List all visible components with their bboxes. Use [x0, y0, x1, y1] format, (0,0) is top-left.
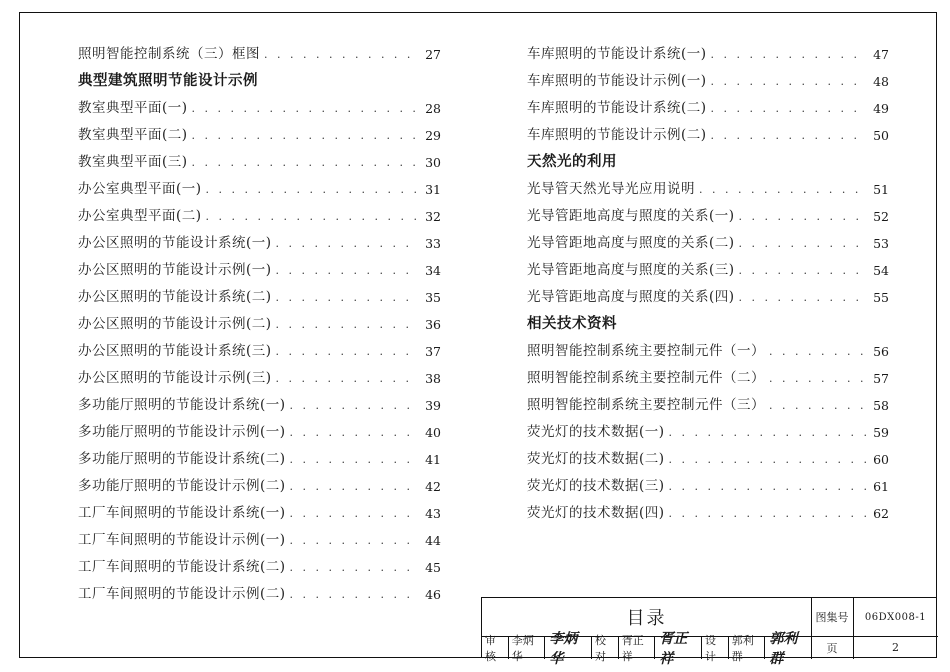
toc-page-number: 61	[873, 479, 889, 494]
toc-page-number: 31	[425, 182, 441, 197]
toc-entry-title: 工厂车间照明的节能设计系统(二)	[78, 559, 286, 575]
leader-dots	[272, 284, 419, 311]
leader-dots	[765, 392, 867, 419]
toc-page-number: 52	[873, 209, 889, 224]
toc-page-number: 42	[425, 479, 441, 494]
review-label: 审核	[482, 636, 509, 659]
toc-page-number: 59	[873, 425, 889, 440]
leader-dots	[286, 473, 419, 500]
atlas-number: 06DX008-1	[853, 598, 938, 637]
toc-entry-title: 光导管距地高度与照度的关系(三)	[527, 262, 735, 278]
toc-page-number: 43	[425, 506, 441, 521]
leader-dots	[735, 257, 867, 284]
toc-page-number: 57	[873, 371, 889, 386]
toc-page-number: 32	[425, 209, 441, 224]
toc-left-column	[78, 41, 441, 608]
leader-dots	[286, 527, 419, 554]
toc-entry	[78, 527, 441, 554]
toc-entry	[527, 338, 889, 365]
toc-entry	[527, 68, 889, 95]
signature-row	[482, 630, 812, 667]
leader-dots	[188, 149, 419, 176]
toc-entry-title: 天然光的利用	[527, 154, 617, 170]
toc-page-number: 46	[425, 587, 441, 602]
leader-dots	[272, 365, 419, 392]
toc-entry	[78, 149, 441, 176]
toc-page-number: 45	[425, 560, 441, 575]
toc-entry	[78, 311, 441, 338]
leader-dots	[707, 122, 867, 149]
toc-entry	[78, 581, 441, 608]
toc-entry-title: 车库照明的节能设计示例(一)	[527, 73, 707, 89]
toc-entry	[78, 257, 441, 284]
leader-dots	[665, 500, 867, 527]
toc-entry-title: 办公区照明的节能设计示例(三)	[78, 370, 272, 386]
toc-entry-title: 办公室典型平面(一)	[78, 181, 202, 197]
toc-section-heading	[527, 311, 889, 338]
toc-entry-title: 照明智能控制系统主要控制元件（一）	[527, 343, 765, 359]
toc-entry	[527, 500, 889, 527]
toc-entry-title: 办公室典型平面(二)	[78, 208, 202, 224]
toc-entry	[527, 392, 889, 419]
leader-dots	[735, 284, 867, 311]
toc-page-number: 50	[873, 128, 889, 143]
page-number: 2	[892, 641, 899, 654]
toc-entry-title: 教室典型平面(二)	[78, 127, 188, 143]
review-signature: 李炳华	[545, 636, 592, 659]
toc-entry-title: 光导管天然光导光应用说明	[527, 181, 695, 197]
toc-entry	[527, 230, 889, 257]
toc-entry	[78, 500, 441, 527]
toc-page-number: 29	[425, 128, 441, 143]
toc-entry-title: 车库照明的节能设计系统(一)	[527, 46, 707, 62]
toc-page-number: 36	[425, 317, 441, 332]
toc-entry	[527, 419, 889, 446]
leader-dots	[272, 257, 419, 284]
toc-entry	[78, 419, 441, 446]
leader-dots	[188, 95, 419, 122]
toc-entry	[78, 95, 441, 122]
toc-entry-title: 办公区照明的节能设计系统(三)	[78, 343, 272, 359]
toc-page-number: 28	[425, 101, 441, 116]
toc-entry-title: 车库照明的节能设计示例(二)	[527, 127, 707, 143]
toc-entry-title: 荧光灯的技术数据(一)	[527, 424, 665, 440]
leader-dots	[665, 419, 867, 446]
toc-entry	[527, 176, 889, 203]
leader-dots	[272, 311, 419, 338]
toc-entry-title: 多功能厅照明的节能设计系统(二)	[78, 451, 286, 467]
toc-entry-title: 光导管距地高度与照度的关系(四)	[527, 289, 735, 305]
toc-entry-title: 光导管距地高度与照度的关系(二)	[527, 235, 735, 251]
toc-section-heading	[78, 68, 441, 95]
toc-entry	[78, 446, 441, 473]
leader-dots	[286, 500, 419, 527]
toc-entry-title: 车库照明的节能设计系统(二)	[527, 100, 707, 116]
toc-page-number: 35	[425, 290, 441, 305]
toc-entry-title: 办公区照明的节能设计系统(二)	[78, 289, 272, 305]
leader-dots	[707, 95, 867, 122]
toc-page-number: 38	[425, 371, 441, 386]
toc-page-number: 56	[873, 344, 889, 359]
toc-page-number: 60	[873, 452, 889, 467]
toc-entry-title: 相关技术资料	[527, 316, 617, 332]
leader-dots	[260, 41, 419, 68]
toc-entry	[78, 230, 441, 257]
review-name: 李炳华	[509, 636, 546, 659]
toc-entry-title: 多功能厅照明的节能设计示例(一)	[78, 424, 286, 440]
check-name: 胥正祥	[619, 636, 656, 659]
leader-dots	[707, 68, 867, 95]
toc-entry	[527, 473, 889, 500]
toc-entry	[527, 284, 889, 311]
leader-dots	[665, 473, 867, 500]
toc-entry	[78, 338, 441, 365]
toc-entry	[527, 446, 889, 473]
leader-dots	[286, 392, 419, 419]
leader-dots	[695, 176, 867, 203]
toc-entry	[527, 257, 889, 284]
leader-dots	[707, 41, 867, 68]
toc-entry	[527, 365, 889, 392]
toc-entry-title: 典型建筑照明节能设计示例	[78, 73, 258, 89]
toc-entry-title: 多功能厅照明的节能设计示例(二)	[78, 478, 286, 494]
toc-entry	[78, 392, 441, 419]
leader-dots	[286, 554, 419, 581]
toc-entry-title: 办公区照明的节能设计示例(一)	[78, 262, 272, 278]
toc-entry	[78, 41, 441, 68]
toc-entry	[78, 365, 441, 392]
toc-entry-title: 工厂车间照明的节能设计示例(一)	[78, 532, 286, 548]
toc-section-heading	[527, 149, 889, 176]
toc-page-number: 27	[425, 47, 441, 62]
toc-page-number: 53	[873, 236, 889, 251]
page-label: 页	[811, 636, 854, 659]
check-label: 校对	[592, 636, 619, 659]
toc-entry	[78, 122, 441, 149]
leader-dots	[735, 203, 867, 230]
check-signature: 胥正祥	[655, 636, 702, 659]
toc-page-number: 47	[873, 47, 889, 62]
toc-page-number: 62	[873, 506, 889, 521]
leader-dots	[286, 419, 419, 446]
toc-entry	[78, 176, 441, 203]
sheet-title: 目录	[482, 598, 812, 637]
toc-entry-title: 教室典型平面(三)	[78, 154, 188, 170]
toc-page-number: 51	[873, 182, 889, 197]
atlas-number-label: 图集号	[811, 598, 854, 637]
leader-dots	[272, 338, 419, 365]
toc-entry	[527, 41, 889, 68]
leader-dots	[765, 365, 867, 392]
toc-entry-title: 办公区照明的节能设计系统(一)	[78, 235, 272, 251]
toc-page-number: 58	[873, 398, 889, 413]
toc-page-number: 48	[873, 74, 889, 89]
toc-page-number: 34	[425, 263, 441, 278]
toc-entry-title: 荧光灯的技术数据(四)	[527, 505, 665, 521]
title-block	[481, 597, 937, 667]
toc-entry-title: 光导管距地高度与照度的关系(一)	[527, 208, 735, 224]
toc-entry-title: 照明智能控制系统（三）框图	[78, 46, 260, 62]
design-signature: 郭利群	[769, 630, 798, 667]
toc-page-number: 39	[425, 398, 441, 413]
leader-dots	[202, 176, 419, 203]
leader-dots	[765, 338, 867, 365]
toc-entry	[527, 95, 889, 122]
toc-page-number: 40	[425, 425, 441, 440]
toc-entry-title: 办公区照明的节能设计示例(二)	[78, 316, 272, 332]
toc-entry-title: 教室典型平面(一)	[78, 100, 188, 116]
toc-entry	[78, 473, 441, 500]
leader-dots	[272, 230, 419, 257]
toc-page-number: 30	[425, 155, 441, 170]
toc-entry-title: 工厂车间照明的节能设计系统(一)	[78, 505, 286, 521]
toc-entry-title: 荧光灯的技术数据(二)	[527, 451, 665, 467]
toc-page-number: 33	[425, 236, 441, 251]
toc-entry-title: 荧光灯的技术数据(三)	[527, 478, 665, 494]
toc-entry	[78, 554, 441, 581]
design-name: 郭利群	[729, 636, 766, 659]
toc-entry	[527, 203, 889, 230]
toc-page-number: 54	[873, 263, 889, 278]
toc-entry	[78, 284, 441, 311]
leader-dots	[665, 446, 867, 473]
toc-entry	[527, 122, 889, 149]
toc-entry-title: 工厂车间照明的节能设计示例(二)	[78, 586, 286, 602]
leader-dots	[202, 203, 419, 230]
toc-entry-title: 照明智能控制系统主要控制元件（三）	[527, 397, 765, 413]
toc-page-number: 41	[425, 452, 441, 467]
leader-dots	[188, 122, 419, 149]
toc-page-number: 49	[873, 101, 889, 116]
design-label: 设计	[702, 636, 729, 659]
toc-page-number: 44	[425, 533, 441, 548]
toc-entry-title: 照明智能控制系统主要控制元件（二）	[527, 370, 765, 386]
leader-dots	[735, 230, 867, 257]
toc-entry-title: 多功能厅照明的节能设计系统(一)	[78, 397, 286, 413]
toc-right-column	[527, 41, 889, 527]
toc-page-number: 55	[873, 290, 889, 305]
toc-page-number: 37	[425, 344, 441, 359]
leader-dots	[286, 446, 419, 473]
toc-entry	[78, 203, 441, 230]
leader-dots	[286, 581, 419, 608]
